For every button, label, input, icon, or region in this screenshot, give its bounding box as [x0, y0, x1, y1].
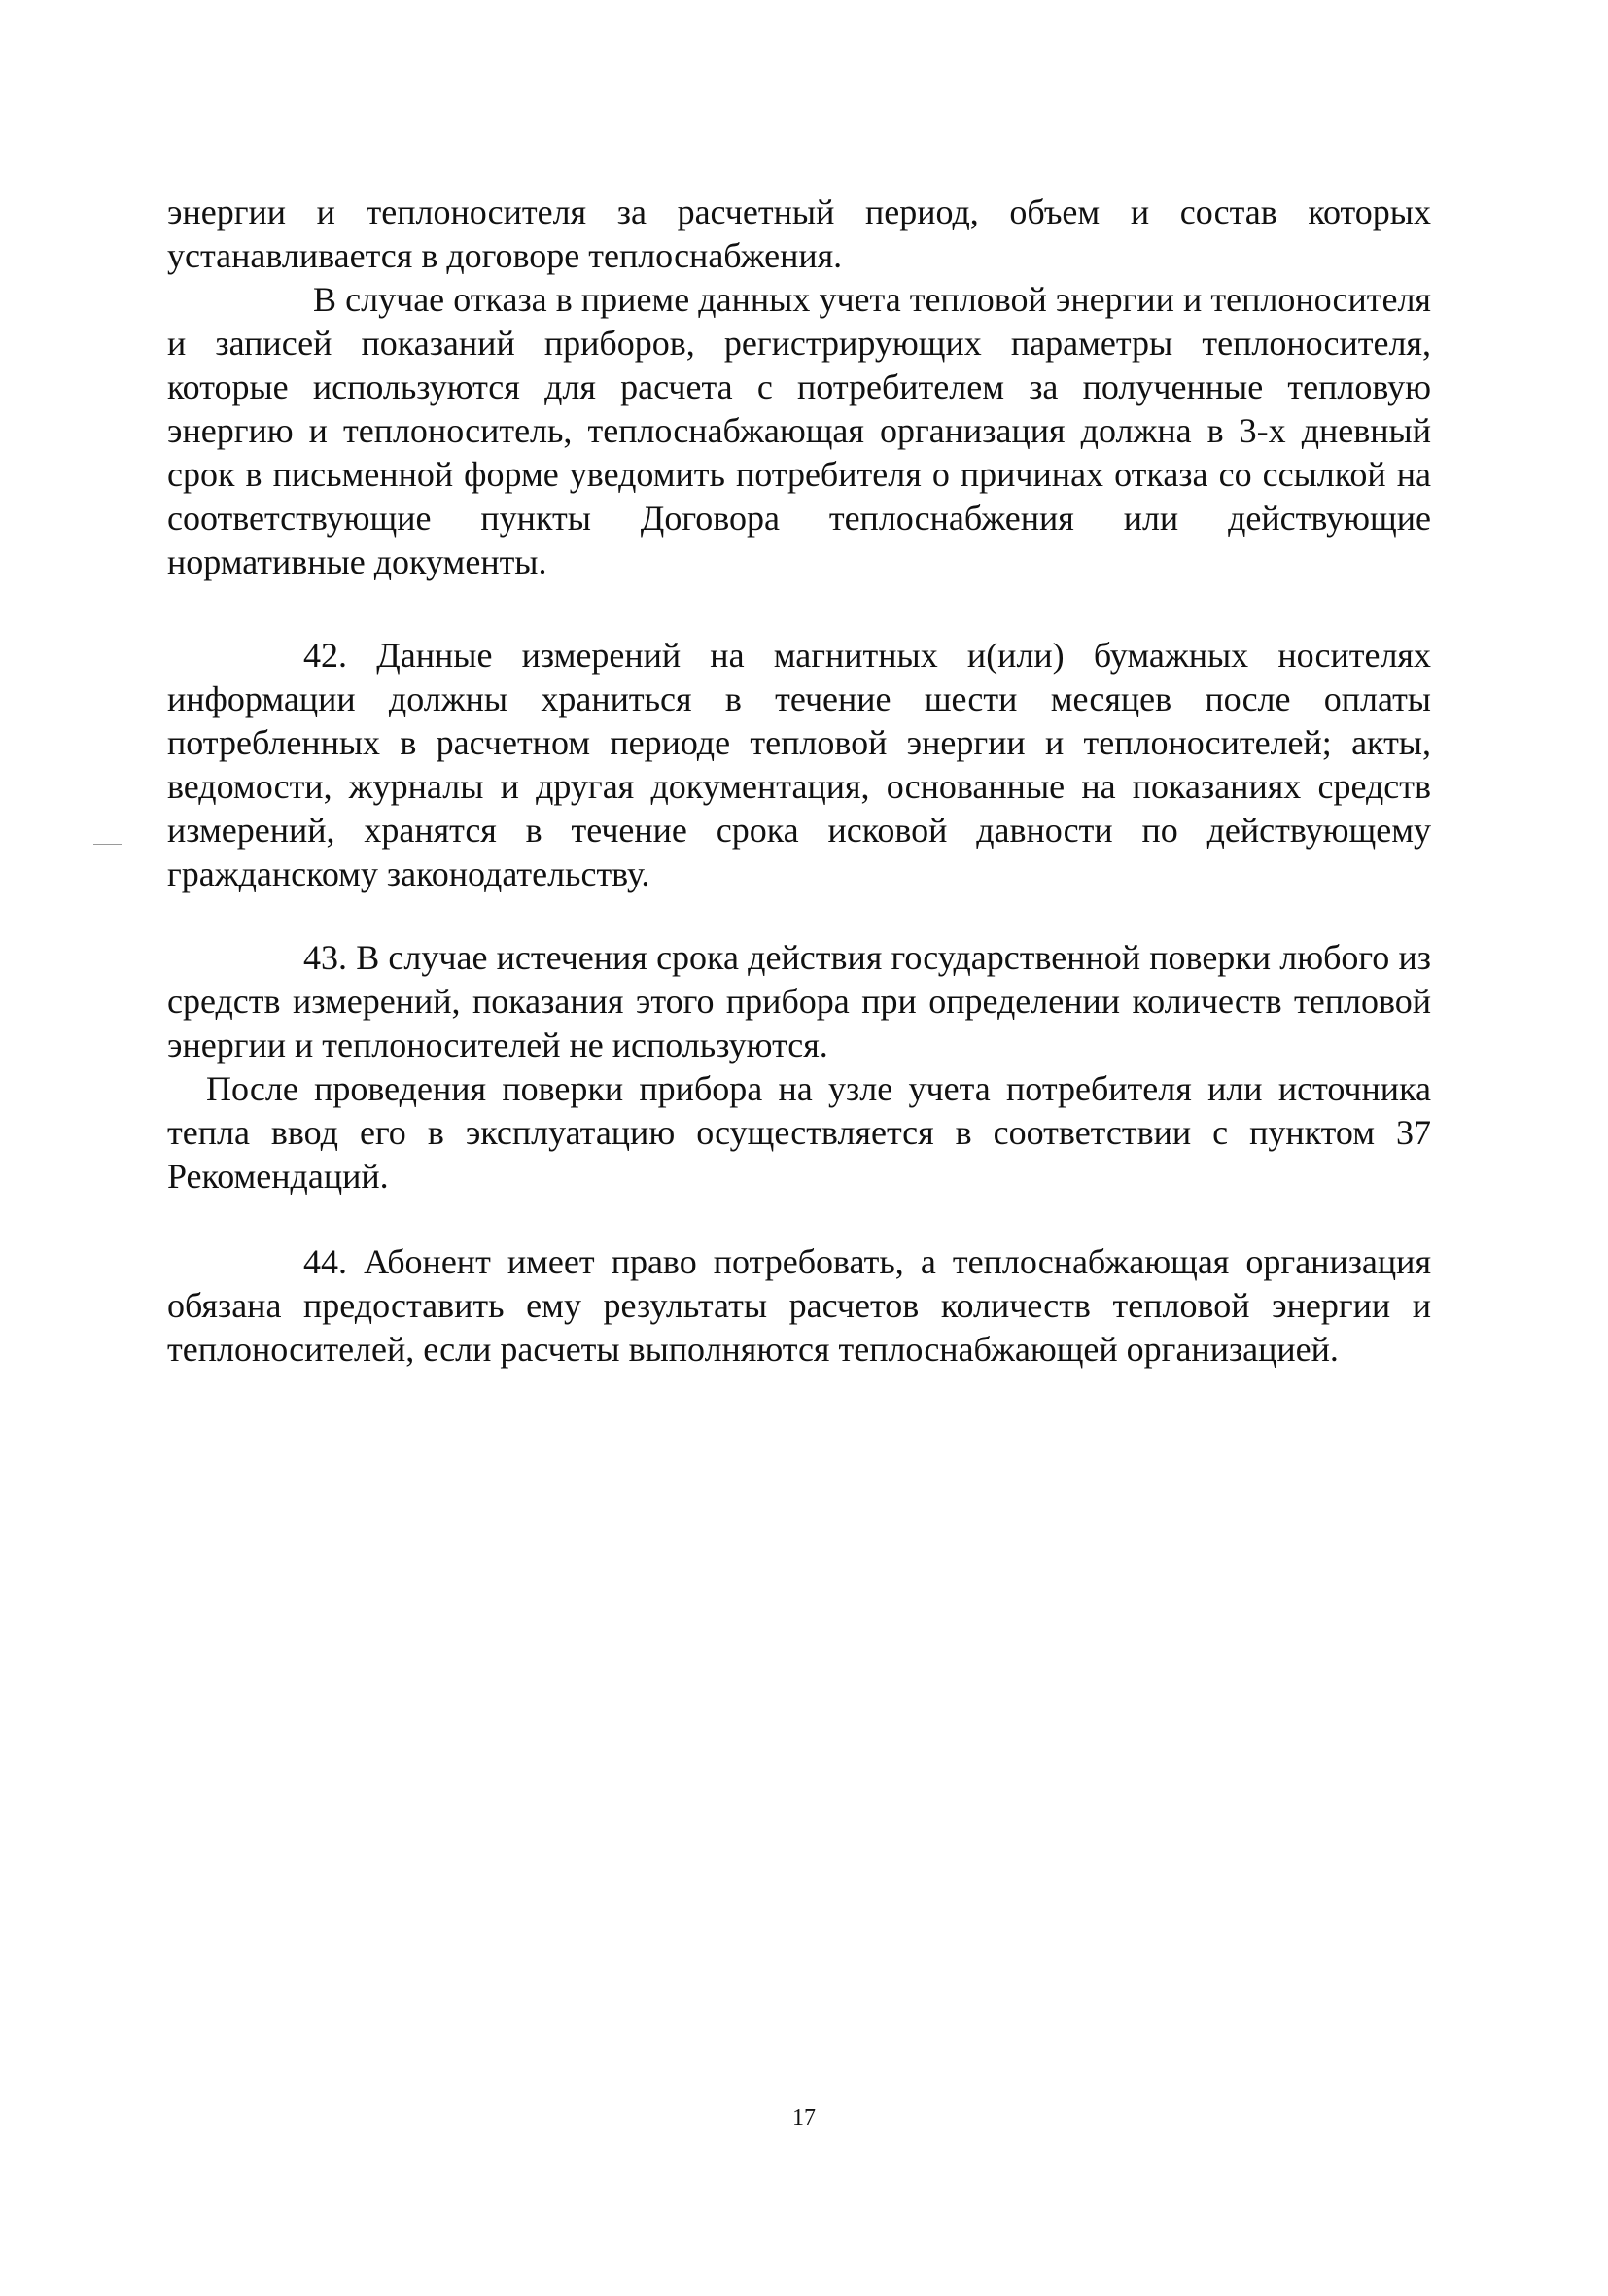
section-43: [167, 936, 1431, 1199]
section-42: [167, 634, 1431, 896]
paragraph-item-44: 44. Абонент имеет право потребовать, а теплоснабжающая организация обязана предоставить ему результаты расчетов количеств тепловой энергии и теплоносителей, если расчеты выполняются теплоснабжающей организацией.: [167, 1242, 1431, 1369]
paragraph-item-43: 43. В случае истечения срока действия государственной поверки любого из средств измерений, показания этого прибора при определении количеств тепловой энергии и теплоносителей не используются.: [167, 938, 1431, 1064]
paragraph-continuation: энергии и теплоносителя за расчетный период, объем и состав которых устанавливается в договоре теплоснабжения.: [167, 192, 1431, 275]
paragraph-item-43-verification: После проведения поверки прибора на узле учета потребителя или источника тепла ввод его в эксплуатацию осуществляется в соответствии с пунктом 37 Рекомендаций.: [167, 1069, 1431, 1196]
paragraph-item-42: 42. Данные измерений на магнитных и(или) бумажных носителях информации должны храниться в течение шести месяцев после оплаты потребленных в расчетном периоде тепловой энергии и теплоносителей; акты, ведомости, журналы и другая документация, основанные на показаниях средств измерений, хранятся в течение срока исковой давности по действующему гражданскому законодательству.: [167, 636, 1431, 893]
page-number: 17: [792, 2105, 816, 2131]
section-continuation: [167, 191, 1431, 584]
scan-artifact-line: [93, 844, 122, 845]
section-44: [167, 1240, 1431, 1372]
paragraph-refusal-notice: В случае отказа в приеме данных учета тепловой энергии и теплоносителя и записей показаний приборов, регистрирующих параметры теплоносителя, которые используются для расчета с потребителем за полученные тепловую энергию и теплоноситель, теплоснабжающая организация должна в 3-х дневный срок в письменной форме уведомить потребителя о причинах отказа со ссылкой на соответствующие пункты Договора теплоснабжения или действующие нормативные документы.: [167, 280, 1431, 581]
